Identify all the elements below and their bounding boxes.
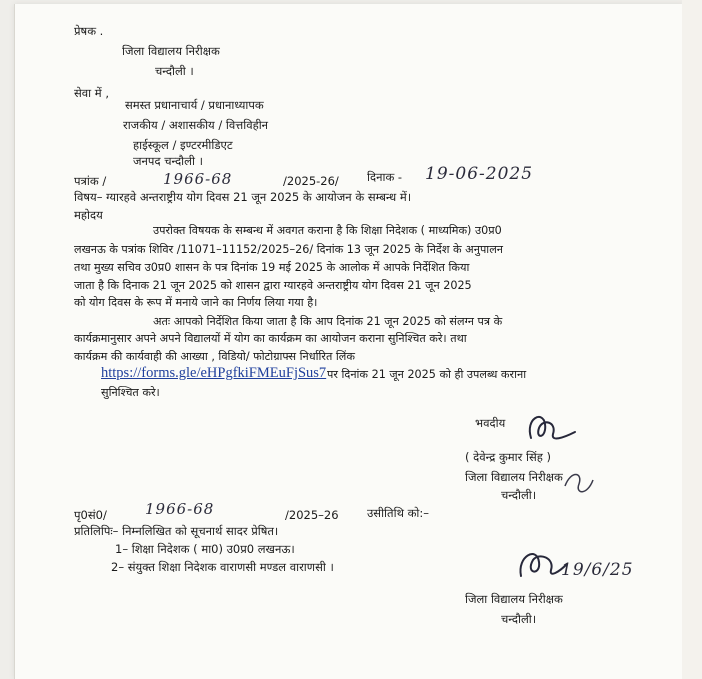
subject-line: विषय– ग्यारहवे अन्तराष्ट्रीय योग दिवस 21 जून 2025 के आयोजन के सम्बन्ध में। (74, 190, 412, 204)
recipient-label: सेवा में , (74, 86, 109, 100)
ref-label: पत्रांक / (74, 174, 107, 188)
form-link[interactable]: https://forms.gle/eHPgfkiFMEuFjSus7 (101, 365, 327, 381)
recipient-line2: राजकीय / अशासकीय / वित्तविहीन (123, 118, 269, 132)
officer-name: ( देवेन्द्र कुमार सिंह ) (465, 450, 552, 464)
recipient-line3: हाईस्कूल / इण्टरमीडिएट (133, 138, 233, 152)
copy-ref-number-handwritten: 1966-68 (145, 500, 215, 518)
para1-line2: लखनऊ के पत्रांक शिविर /11071–11152/2025–26/ दिनांक 13 जून 2025 के निर्देश के अनुपालन (74, 243, 503, 256)
ref-number-handwritten: 1966-68 (163, 170, 233, 188)
copy-item-2: 2– संयुक्त शिक्षा निदेशक वाराणसी मण्डल वाराणसी । (111, 560, 334, 574)
para2-line1: अतः आपको निर्देशित किया जाता है कि आप दिनांक 21 जून 2025 को संलग्न पत्र के (153, 315, 503, 328)
ref-date-label: दिनाक - (367, 170, 403, 184)
salutation: महोदय (74, 208, 103, 222)
copy-intro: प्रतिलिपिः– निम्नलिखित को सूचनार्थ सादर प्रेषित। (74, 524, 279, 538)
recipient-line4: जनपद चन्दौली । (133, 154, 203, 168)
para2-line2: कार्यक्रमानुसार अपने अपने विद्यालयों में योग का कार्यक्रम का आयोजन कराना सुनिश्चित करे। तथा (74, 332, 467, 345)
sign-date-handwritten: 19/6/25 (561, 560, 634, 580)
regards: भवदीय (475, 416, 506, 430)
closing-line: सुनिश्चित करे। (101, 386, 160, 399)
para2-line3: कार्यक्रम की कार्यवाही की आख्या , विडियो/ फोटोग्राफ्स निर्धारित लिंक (74, 350, 355, 363)
recipient-line1: समस्त प्रधानाचार्य / प्रधानाध्यापक (125, 98, 264, 112)
copy-ref-label: पृ0सं0/ (74, 508, 107, 522)
officer-designation: जिला विद्यालय निरीक्षक (465, 470, 563, 484)
para1-line5: को योग दिवस के रूप में मनाये जाने का निर्णय लिया गया है। (74, 296, 318, 309)
para1-line1: उपरोक्त विषयक के सम्बन्ध में अवगत कराना है कि शिक्षा निदेशक ( माध्यमिक) उ0प्र0 (153, 224, 502, 237)
second-city: चन्दौली। (501, 612, 537, 626)
sender-office: जिला विद्यालय निरीक्षक (122, 44, 220, 58)
background-edge (682, 0, 702, 679)
ref-date-handwritten: 19-06-2025 (425, 164, 534, 184)
officer-city: चन्दौली। (501, 488, 537, 502)
copy-item-1: 1– शिक्षा निदेशक ( मा0) उ0प्र0 लखनऊ। (115, 542, 295, 556)
para1-line4: जाता है कि दिनाक 21 जून 2025 को शासन द्वारा ग्यारहवे अन्तराष्ट्रीय योग दिवस 21 जून 2025 (74, 279, 472, 292)
copy-ref-date-label: उसीतिथि को:– (367, 506, 430, 520)
link-after-text: पर दिनांक 21 जून 2025 को ही उपलब्ध कराना (327, 368, 527, 381)
initial-scribble (561, 466, 597, 500)
copy-ref-year: /2025–26 (285, 508, 339, 522)
letter-page (14, 4, 684, 679)
sender-label: प्रेषक . (74, 24, 104, 38)
sender-city: चन्दौली । (155, 64, 194, 78)
para1-line3: तथा मुख्य सचिव उ0प्र0 शासन के पत्र दिनांक 19 मई 2025 के आलोक में आपके निर्देशित किया (74, 261, 470, 274)
second-designation: जिला विद्यालय निरीक्षक (465, 592, 563, 606)
ref-year: /2025-26/ (283, 174, 339, 188)
officer-signature (523, 408, 583, 448)
